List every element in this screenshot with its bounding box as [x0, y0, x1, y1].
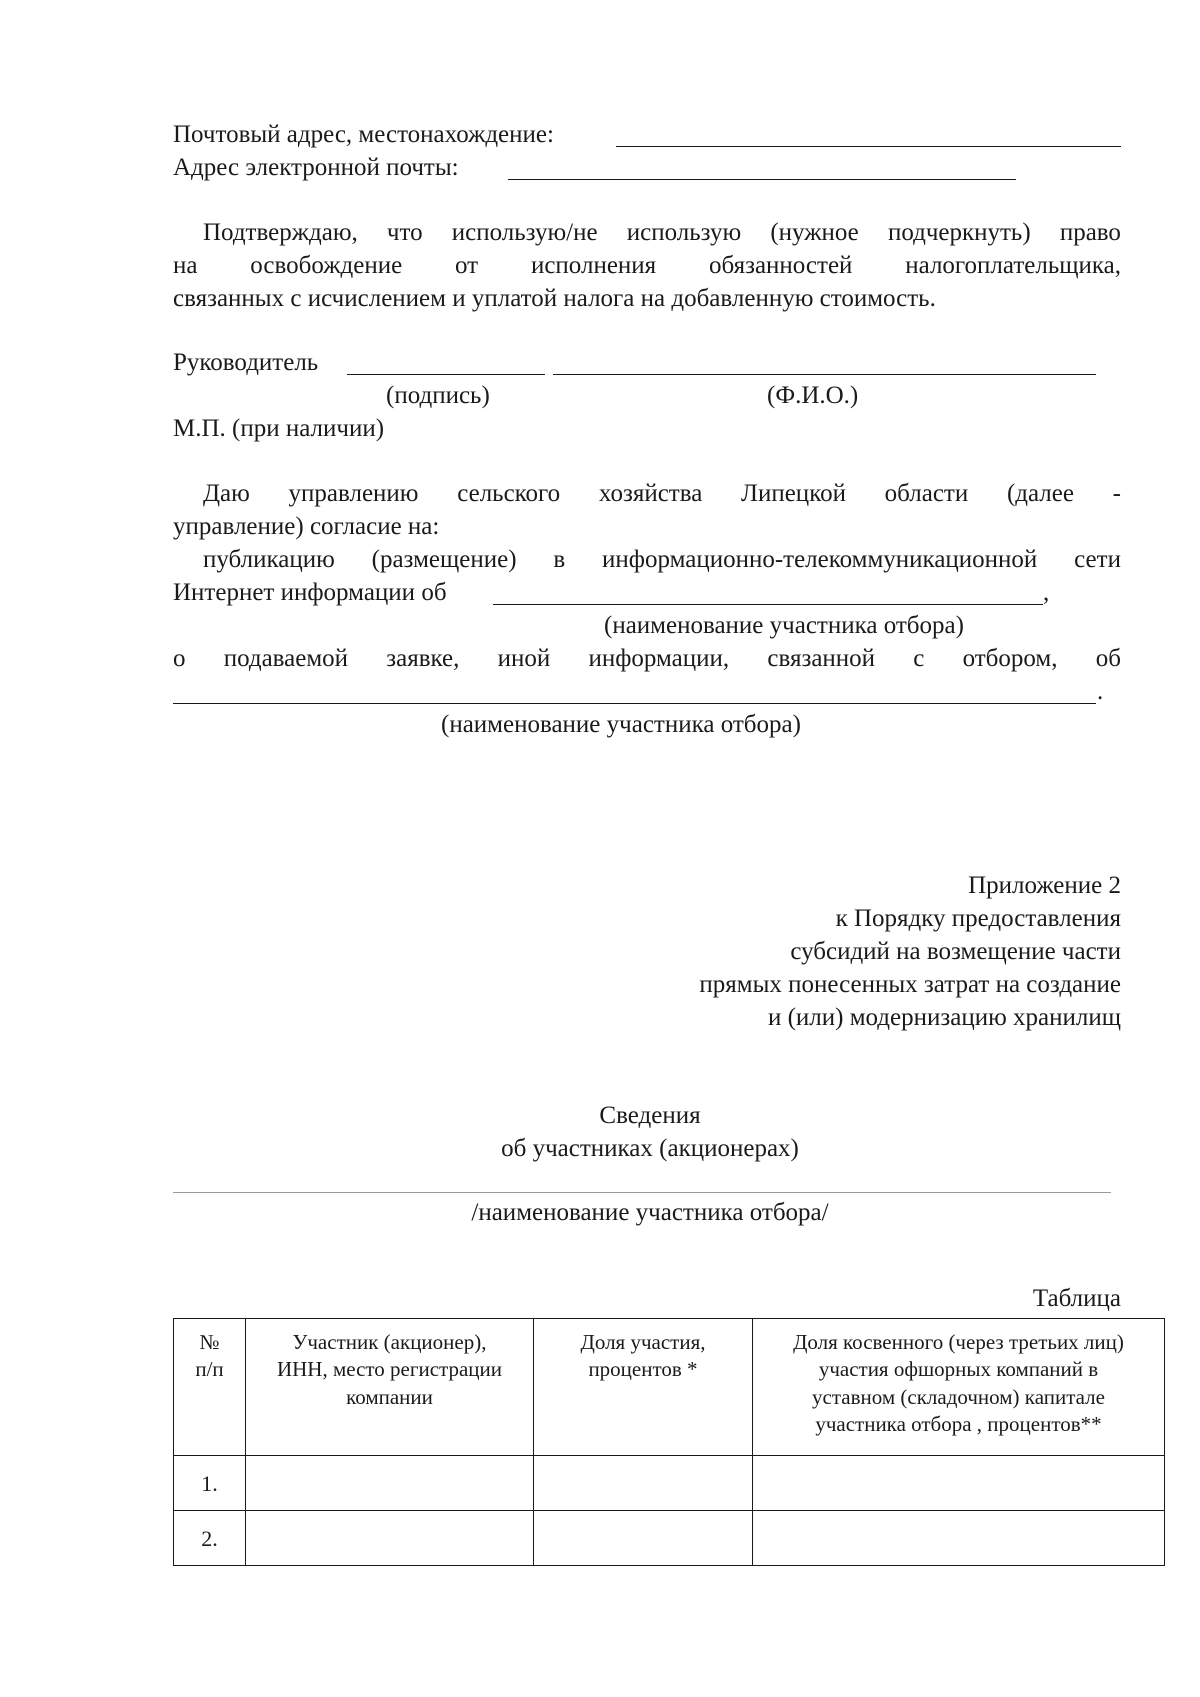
consent-word: подаваемой: [223, 645, 349, 672]
vat-word: что: [386, 219, 423, 246]
vat-word: обязанностей: [708, 252, 853, 279]
consent-line-1: [203, 481, 1121, 506]
consent-line-2: управление) согласие на:: [173, 513, 440, 540]
consent-word: о: [173, 645, 186, 672]
fio-caption: (Ф.И.О.): [767, 382, 859, 409]
share-cell[interactable]: [534, 1456, 753, 1511]
participant-name-field[interactable]: [173, 1192, 1111, 1193]
consent-word: заявке,: [386, 645, 460, 672]
consent-word: сельского: [457, 480, 561, 507]
header-text: участника отбора , процентов**: [815, 1411, 1102, 1436]
header-text: п/п: [195, 1357, 224, 1382]
vat-word: использую/не: [451, 219, 598, 246]
consent-line-4-prefix: Интернет информации об: [173, 579, 447, 606]
offshore-share-cell[interactable]: [753, 1511, 1165, 1566]
head-label: Руководитель: [173, 349, 319, 376]
participant-name-line-2[interactable]: [173, 703, 1096, 704]
header-text: уставном (складочном) капитале: [812, 1384, 1105, 1409]
participant-caption-2: (наименование участника отбора): [441, 711, 801, 738]
signature-caption: (подпись): [386, 382, 490, 409]
header-text: Участник (акционер),: [292, 1330, 487, 1354]
header-share: [534, 1319, 753, 1456]
appendix-line-5: и (или) модернизацию хранилищ: [767, 1004, 1121, 1031]
vat-word: право: [1059, 219, 1121, 246]
signature-line[interactable]: [347, 374, 545, 375]
row-number: 2.: [174, 1511, 246, 1566]
consent-word: отбором,: [962, 645, 1058, 672]
seal-label: М.П. (при наличии): [173, 415, 385, 442]
header-participant: [246, 1319, 534, 1456]
table-row: [174, 1456, 1165, 1511]
vat-word: налогоплательщика,: [905, 252, 1121, 279]
offshore-share-cell[interactable]: [753, 1456, 1165, 1511]
postal-address-label: Почтовый адрес, местонахождение:: [173, 121, 554, 148]
vat-line-2: [173, 253, 1121, 278]
consent-word: Липецкой: [741, 480, 846, 507]
consent-line-3: [203, 547, 1121, 572]
vat-word: подчеркнуть): [887, 219, 1031, 246]
header-text: ИНН, место регистрации: [276, 1357, 503, 1382]
appendix-line-2: к Порядку предоставления: [835, 905, 1121, 932]
consent-word: публикацию: [203, 546, 335, 573]
vat-word: (нужное: [770, 219, 859, 246]
header-text: процентов *: [588, 1357, 698, 1382]
participant-name-caption: /наименование участника отбора/: [471, 1199, 829, 1226]
row-number: 1.: [174, 1456, 246, 1511]
consent-word: информационно-телекоммуникационной: [602, 546, 1038, 573]
participant-cell[interactable]: [246, 1511, 534, 1566]
consent-word: Даю: [203, 480, 250, 507]
vat-word: от: [455, 252, 479, 279]
table-label: Таблица: [1032, 1285, 1121, 1312]
title-line-2: об участниках (акционерах): [501, 1135, 799, 1162]
vat-word: на: [173, 252, 198, 279]
header-text: компании: [346, 1384, 433, 1409]
consent-word: об: [1095, 645, 1121, 672]
header-number: [174, 1319, 246, 1456]
comma: ,: [1043, 579, 1050, 606]
header-text: Доля косвенного (через третьих лиц): [793, 1330, 1124, 1354]
table-header-row: [174, 1319, 1165, 1456]
consent-word: связанной: [767, 645, 876, 672]
consent-word: управлению: [288, 480, 419, 507]
vat-line-1: [203, 220, 1121, 245]
vat-word: исполнения: [530, 252, 657, 279]
appendix-line-4: прямых понесенных затрат на создание: [699, 971, 1121, 998]
participant-cell[interactable]: [246, 1456, 534, 1511]
consent-word: -: [1112, 480, 1121, 507]
vat-word: Подтверждаю,: [203, 219, 358, 246]
consent-word: сети: [1074, 546, 1121, 573]
consent-word: информации,: [588, 645, 730, 672]
header-text: Доля участия,: [580, 1330, 706, 1354]
consent-line-5: [173, 646, 1121, 671]
appendix-line-3: субсидий на возмещение части: [790, 938, 1121, 965]
consent-word: (далее: [1006, 480, 1074, 507]
email-label: Адрес электронной почты:: [173, 154, 459, 181]
header-text: №: [199, 1330, 220, 1354]
table-row: [174, 1511, 1165, 1566]
vat-line-3: связанных с исчислением и уплатой налога на добавленную стоимость.: [173, 285, 936, 312]
postal-address-line[interactable]: [616, 146, 1121, 147]
vat-word: использую: [626, 219, 742, 246]
vat-word: освобождение: [250, 252, 403, 279]
appendix-line-1: Приложение 2: [968, 872, 1121, 899]
email-line[interactable]: [508, 179, 1016, 180]
header-text: участия офшорных компаний в: [818, 1357, 1099, 1382]
title-line-1: Сведения: [599, 1102, 701, 1129]
consent-word: в: [553, 546, 566, 573]
header-offshore-share: [753, 1319, 1165, 1456]
consent-word: хозяйства: [598, 480, 703, 507]
fio-line[interactable]: [553, 374, 1096, 375]
participant-name-line-1[interactable]: [493, 604, 1043, 605]
share-cell[interactable]: [534, 1511, 753, 1566]
consent-word: с: [913, 645, 925, 672]
participant-caption-1: (наименование участника отбора): [604, 612, 964, 639]
participants-table: [173, 1318, 1165, 1566]
consent-word: области: [884, 480, 969, 507]
consent-word: (размещение): [371, 546, 517, 573]
consent-word: иной: [497, 645, 551, 672]
period: .: [1097, 678, 1104, 705]
